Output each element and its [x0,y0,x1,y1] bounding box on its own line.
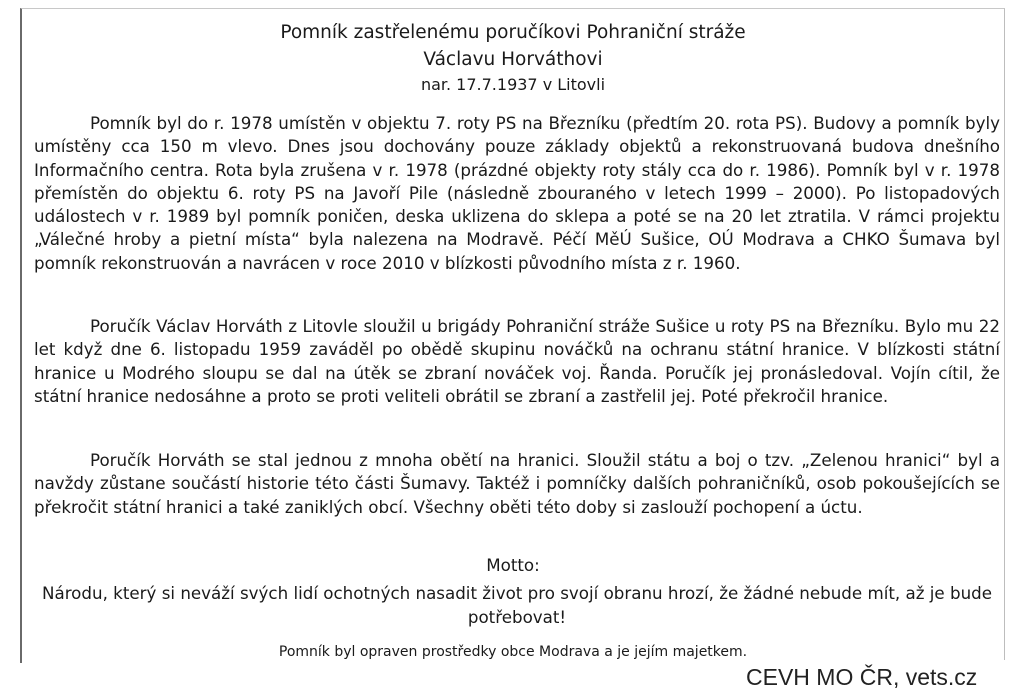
birth-info: nar. 17.7.1937 v Litovli [420,75,606,94]
paragraph-tribute: Poručík Horváth se stal jednou z mnoha obětí na hranici. Sloužil státu a boj o tzv. „Zelenou hranici“ byl a navždy zůstane součástí historie této části Šumavy. Taktéž i pomníčky dalších pohraničníků, osob pokoušejících se překročit státní hranici a také zaniklých obcí. Všechny oběti této doby si zaslouží pochopení a úctu. [34,450,1000,517]
motto-text: Národu, který si neváží svých lidí ochotných nasadit život pro svojí obranu hrozí, že žádné nebude mít, až je bude potřebovat! [41,583,993,627]
plaque-name: Václavu Horváthovi [423,49,603,70]
motto-label: Motto: [486,555,540,575]
paragraph-incident: Poručík Václav Horváth z Litovle sloužil u brigády Pohraniční stráže Sušice u roty PS na Březníku. Bylo mu 22 let když dne 6. listopadu 1959 zaváděl po obědě skupinu nováčků na ochranu státní hranice. V blízkosti státní hranice u Modrého sloupu se dal na útěk se zbraní nováček voj. Řanda. Poručík jej pronásledoval. Vojín cítil, že státní hranice nedosáhne a proto se proti veliteli obrátil se zbraní a zastřelil jej. Poté překročil hranice. [34,316,1000,406]
memorial-plaque [20,8,1005,663]
plaque-title: Pomník zastřelenému poručíkovi Pohraniční stráže [280,22,746,43]
ownership-note: Pomník byl opraven prostředky obce Modrava a je jejím majetkem. [278,644,748,660]
paragraph-history: Pomník byl do r. 1978 umístěn v objektu 7. roty PS na Březníku (předtím 20. rota PS). Budovy a pomník byly umístěny cca 150 m vlevo. Dnes jsou dochovány pouze základy objektů a rekonstruovaná budova dnešního Informačního centra. Rota byla zrušena v r. 1978 (prázdné objekty roty stály cca do r. 1986). Pomník byl v r. 1978 přemístěn do objektu 6. roty PS na Javoří Pile (následně zbouraného v letech 1999 – 2000). Po listopadových událostech v r. 1989 byl pomník poničen, deska uklizena do sklepa a poté se na 20 let ztratila. V rámci projektu „Válečné hroby a pietní místa“ byla nalezena na Modravě. Péčí MěÚ Sušice, OÚ Modrava a CHKO Šumava byl pomník rekonstruován a navrácen v roce 2010 v blízkosti původního místa z r. 1960. [34,113,1000,273]
source-credit: CEVH MO ČR, vets.cz [742,660,1024,695]
